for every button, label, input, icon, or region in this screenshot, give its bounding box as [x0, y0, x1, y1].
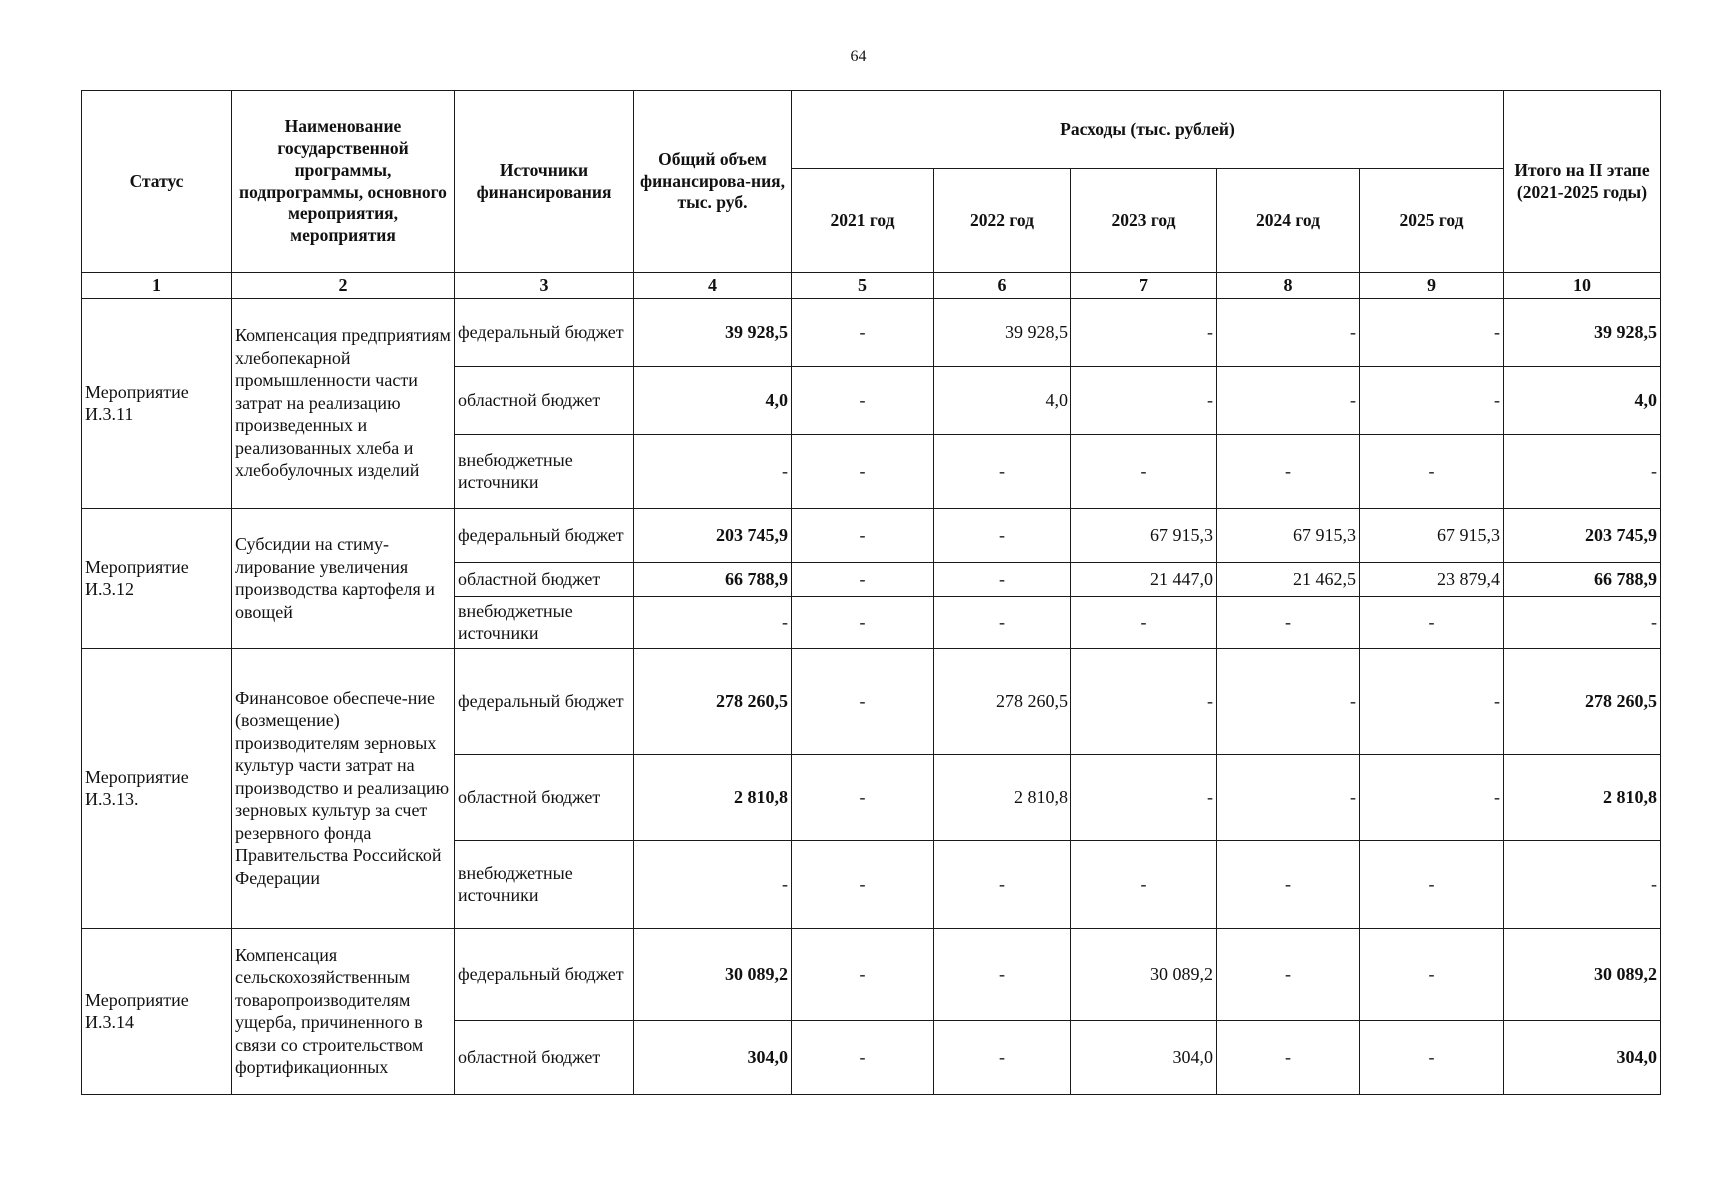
cell-2023: - [1071, 754, 1217, 840]
cell-2024: - [1217, 840, 1360, 928]
cell-total: 203 745,9 [634, 508, 792, 562]
row-source: областной бюджет [455, 1020, 634, 1094]
row-source: областной бюджет [455, 366, 634, 434]
header-name: Наименование государственной программы, подпрограммы, основного мероприятия, мероприятия [232, 91, 455, 273]
cell-2024: 67 915,3 [1217, 508, 1360, 562]
cell-2021: - [792, 596, 934, 648]
cell-2023: - [1071, 596, 1217, 648]
cell-2021: - [792, 1020, 934, 1094]
row-status: Мероприятие И.3.11 [82, 298, 232, 508]
header-year-2023: 2023 год [1071, 169, 1217, 273]
cell-2025: - [1360, 596, 1504, 648]
column-number: 7 [1071, 273, 1217, 299]
cell-2023: - [1071, 840, 1217, 928]
cell-2024: - [1217, 1020, 1360, 1094]
cell-2022: 2 810,8 [934, 754, 1071, 840]
table-row [82, 298, 1661, 366]
cell-2021: - [792, 928, 934, 1020]
cell-total: 30 089,2 [634, 928, 792, 1020]
cell-2021: - [792, 434, 934, 508]
cell-stage-total: 278 260,5 [1504, 648, 1661, 754]
cell-2021: - [792, 840, 934, 928]
cell-2022: - [934, 1020, 1071, 1094]
cell-stage-total: 304,0 [1504, 1020, 1661, 1094]
header-total-stage: Итого на II этапе (2021-2025 годы) [1504, 91, 1661, 273]
cell-2024: - [1217, 434, 1360, 508]
cell-2022: - [934, 928, 1071, 1020]
cell-2024: - [1217, 298, 1360, 366]
page-number: 64 [850, 48, 867, 65]
header-total-volume: Общий объем финансирова-ния, тыс. руб. [634, 91, 792, 273]
cell-2022: 39 928,5 [934, 298, 1071, 366]
cell-stage-total: 2 810,8 [1504, 754, 1661, 840]
cell-2022: 278 260,5 [934, 648, 1071, 754]
row-source: федеральный бюджет [455, 928, 634, 1020]
column-number: 10 [1504, 273, 1661, 299]
cell-2025: - [1360, 1020, 1504, 1094]
row-name: Компенсация сельскохозяйственным товаропроизводителям ущерба, причиненного в связи со строительством фортификационных [232, 928, 455, 1094]
column-number: 8 [1217, 273, 1360, 299]
header-expenses: Расходы (тыс. рублей) [792, 91, 1504, 169]
cell-2025: - [1360, 754, 1504, 840]
table-row [82, 508, 1661, 562]
cell-2021: - [792, 562, 934, 596]
cell-total: 4,0 [634, 366, 792, 434]
header-status: Статус [82, 91, 232, 273]
cell-2023: 30 089,2 [1071, 928, 1217, 1020]
cell-total: - [634, 840, 792, 928]
cell-2022: - [934, 508, 1071, 562]
column-number: 6 [934, 273, 1071, 299]
cell-total: - [634, 596, 792, 648]
cell-2022: - [934, 434, 1071, 508]
cell-stage-total: 66 788,9 [1504, 562, 1661, 596]
row-source: областной бюджет [455, 754, 634, 840]
cell-total: 39 928,5 [634, 298, 792, 366]
row-status: Мероприятие И.3.13. [82, 648, 232, 928]
cell-total: 304,0 [634, 1020, 792, 1094]
row-name: Субсидии на стиму-лирование увеличения производства картофеля и овощей [232, 508, 455, 648]
cell-2022: - [934, 840, 1071, 928]
header-year-2024: 2024 год [1217, 169, 1360, 273]
cell-2023: - [1071, 648, 1217, 754]
cell-2024: - [1217, 366, 1360, 434]
table-row [82, 648, 1661, 754]
header-year-2022: 2022 год [934, 169, 1071, 273]
column-number: 4 [634, 273, 792, 299]
cell-2024: 21 462,5 [1217, 562, 1360, 596]
column-number: 2 [232, 273, 455, 299]
cell-2022: 4,0 [934, 366, 1071, 434]
cell-2025: 23 879,4 [1360, 562, 1504, 596]
cell-stage-total: 39 928,5 [1504, 298, 1661, 366]
cell-2024: - [1217, 648, 1360, 754]
column-number: 3 [455, 273, 634, 299]
cell-2021: - [792, 508, 934, 562]
row-status: Мероприятие И.3.12 [82, 508, 232, 648]
cell-2021: - [792, 754, 934, 840]
table-row [82, 928, 1661, 1020]
column-number: 9 [1360, 273, 1504, 299]
cell-total: 66 788,9 [634, 562, 792, 596]
cell-2023: - [1071, 298, 1217, 366]
cell-2024: - [1217, 754, 1360, 840]
cell-2024: - [1217, 596, 1360, 648]
cell-2025: - [1360, 434, 1504, 508]
row-name: Компенсация предприятиям хлебопекарной промышленности части затрат на реализацию произведенных и реализованных хлеба и хлебобулочных изделий [232, 298, 455, 508]
cell-2023: 21 447,0 [1071, 562, 1217, 596]
cell-2023: - [1071, 434, 1217, 508]
header-year-2025: 2025 год [1360, 169, 1504, 273]
cell-total: 2 810,8 [634, 754, 792, 840]
row-source: внебюджетные источники [455, 840, 634, 928]
cell-2024: - [1217, 928, 1360, 1020]
row-source: областной бюджет [455, 562, 634, 596]
row-source: федеральный бюджет [455, 508, 634, 562]
cell-stage-total: - [1504, 840, 1661, 928]
row-source: федеральный бюджет [455, 298, 634, 366]
cell-2025: 67 915,3 [1360, 508, 1504, 562]
cell-2022: - [934, 596, 1071, 648]
row-status: Мероприятие И.3.14 [82, 928, 232, 1094]
column-number-row [82, 273, 1661, 299]
cell-stage-total: 30 089,2 [1504, 928, 1661, 1020]
header-year-2021: 2021 год [792, 169, 934, 273]
cell-2025: - [1360, 840, 1504, 928]
cell-2025: - [1360, 366, 1504, 434]
cell-2021: - [792, 648, 934, 754]
row-name: Финансовое обеспече-ние (возмещение) производителям зерновых культур части затрат на производство и реализацию зерновых культур за счет резервного фонда Правительства Российской Федерации [232, 648, 455, 928]
cell-2023: 304,0 [1071, 1020, 1217, 1094]
row-source: внебюджетные источники [455, 434, 634, 508]
cell-stage-total: - [1504, 596, 1661, 648]
cell-2021: - [792, 298, 934, 366]
cell-2025: - [1360, 648, 1504, 754]
cell-2025: - [1360, 928, 1504, 1020]
row-source: федеральный бюджет [455, 648, 634, 754]
cell-2023: - [1071, 366, 1217, 434]
budget-table [81, 90, 1661, 1095]
column-number: 1 [82, 273, 232, 299]
cell-2021: - [792, 366, 934, 434]
cell-2022: - [934, 562, 1071, 596]
cell-stage-total: 203 745,9 [1504, 508, 1661, 562]
cell-stage-total: - [1504, 434, 1661, 508]
column-number: 5 [792, 273, 934, 299]
cell-total: 278 260,5 [634, 648, 792, 754]
cell-2025: - [1360, 298, 1504, 366]
cell-total: - [634, 434, 792, 508]
header-sources: Источники финансирования [455, 91, 634, 273]
row-source: внебюджетные источники [455, 596, 634, 648]
cell-2023: 67 915,3 [1071, 508, 1217, 562]
cell-stage-total: 4,0 [1504, 366, 1661, 434]
